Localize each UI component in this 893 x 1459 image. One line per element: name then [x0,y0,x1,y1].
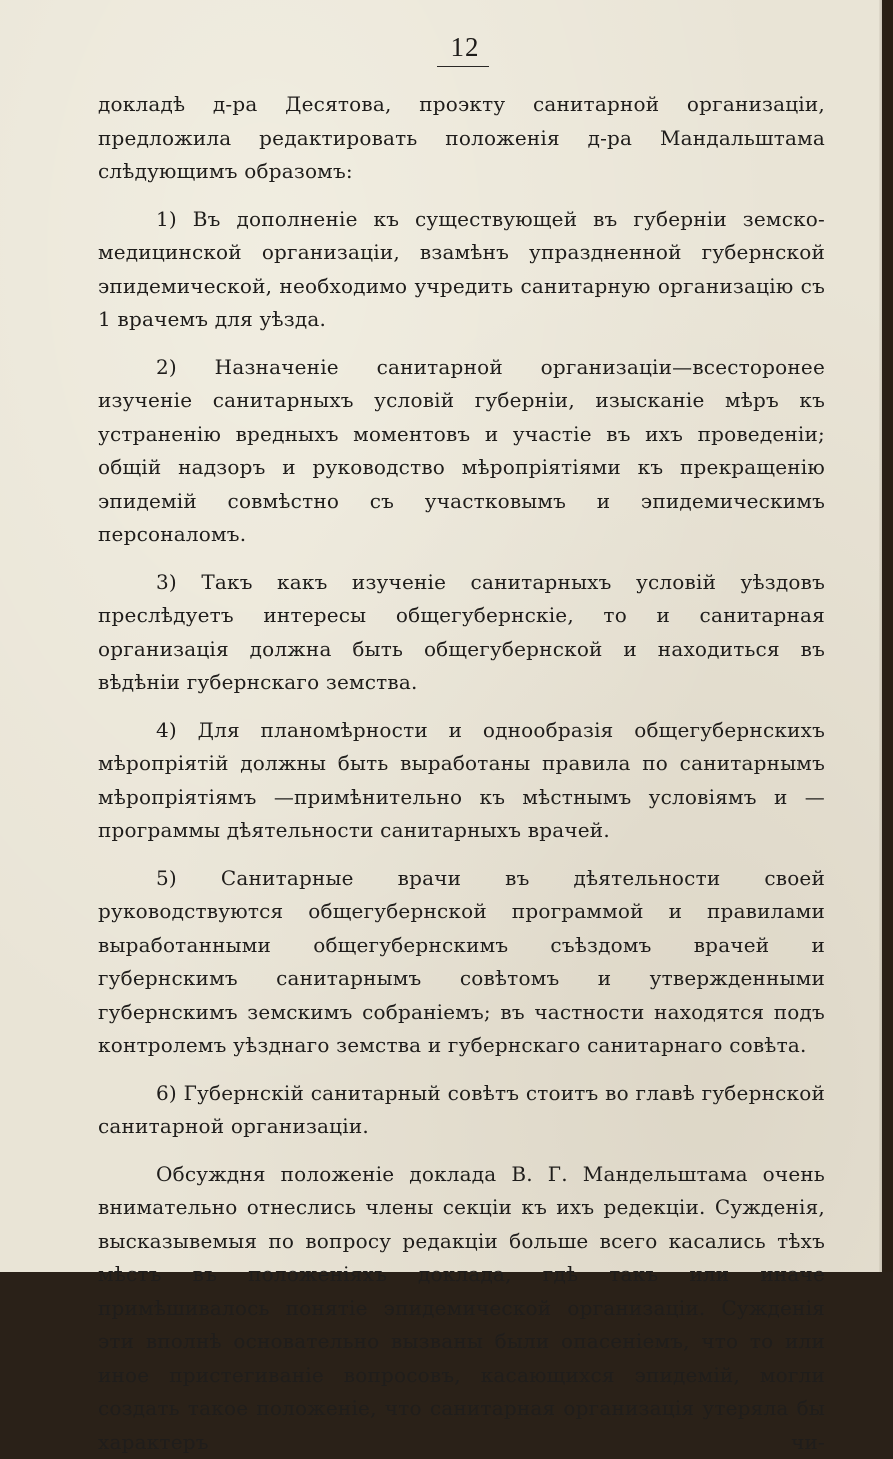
paragraph-item-5: 5) Санитарные врачи въ дѣятельности своей руководствуются общегубернской программой и правилами выработанными общегубернскимъ съѣздомъ врачей и губернскимъ санитарнымъ совѣтомъ и утвержденными губернскимъ земскимъ собраніемъ; въ частности находятся подъ контролемъ уѣзднаго земства и губернскаго санитарнаго совѣта. [98,862,825,1063]
page-edge-shadow [879,0,893,1272]
body-text [98,88,825,1459]
paragraph-item-2: 2) Назначеніе санитарной организаціи—всесторонее изученіе санитарныхъ условій губерніи, изысканіе мѣръ къ устраненію вредныхъ моментовъ и участіе въ ихъ проведеніи; общій надзоръ и руководство мѣропріятіями къ прекращенію эпидемій совмѣстно съ участковымъ и эпидемическимъ персоналомъ. [98,351,825,552]
paragraph-item-6: 6) Губернскій санитарный совѣтъ стоитъ во главѣ губернской санитарной организаціи. [98,1077,825,1144]
paragraph-item-4: 4) Для планомѣрности и однообразія общегубернскихъ мѣропріятій должны быть выработаны правила по санитарнымъ мѣропріятіямъ —примѣнительно къ мѣстнымъ условіямъ и —программы дѣятельности санитарныхъ врачей. [98,714,825,848]
paragraph-discussion: Обсуждня положеніе доклада В. Г. Мандельштама очень внимательно отнеслись члены секціи къ ихъ редекціи. Сужденія, высказывемыя по вопросу редакціи больше всего касались тѣхъ мѣстъ въ положеніяхъ доклада, гдѣ такъ или иначе примѣшивалось понятіе эпидемической организаціи. Сужденія эти вполнѣ основательно вызваны были опасеніемъ, что то или иное пристегиваніе вопросовъ, касающихся эпидемій, могли создать такое положеніе, что санитарная организація утеряла бы характеръ чи- [98,1158,825,1459]
page-number: 12 [425,32,505,63]
paragraph-item-1: 1) Въ дополненіе къ существующей въ губерніи земско-медицинской организаціи, взамѣнъ упраздненной губернской эпидемической, необходимо учредить санитарную организацію съ 1 врачемъ для уѣзда. [98,203,825,337]
paragraph-item-3: 3) Такъ какъ изученіе санитарныхъ условій уѣздовъ преслѣдуетъ интересы общегубернскіе, то и санитарная организація должна быть общегубернской и находиться въ вѣдѣніи губернскаго земства. [98,566,825,700]
page-number-rule [437,66,489,67]
paragraph-intro: докладѣ д-ра Десятова, проэкту санитарной организаціи, предложила редактировать положенія д-ра Мандальштама слѣдующимъ образомъ: [98,88,825,189]
